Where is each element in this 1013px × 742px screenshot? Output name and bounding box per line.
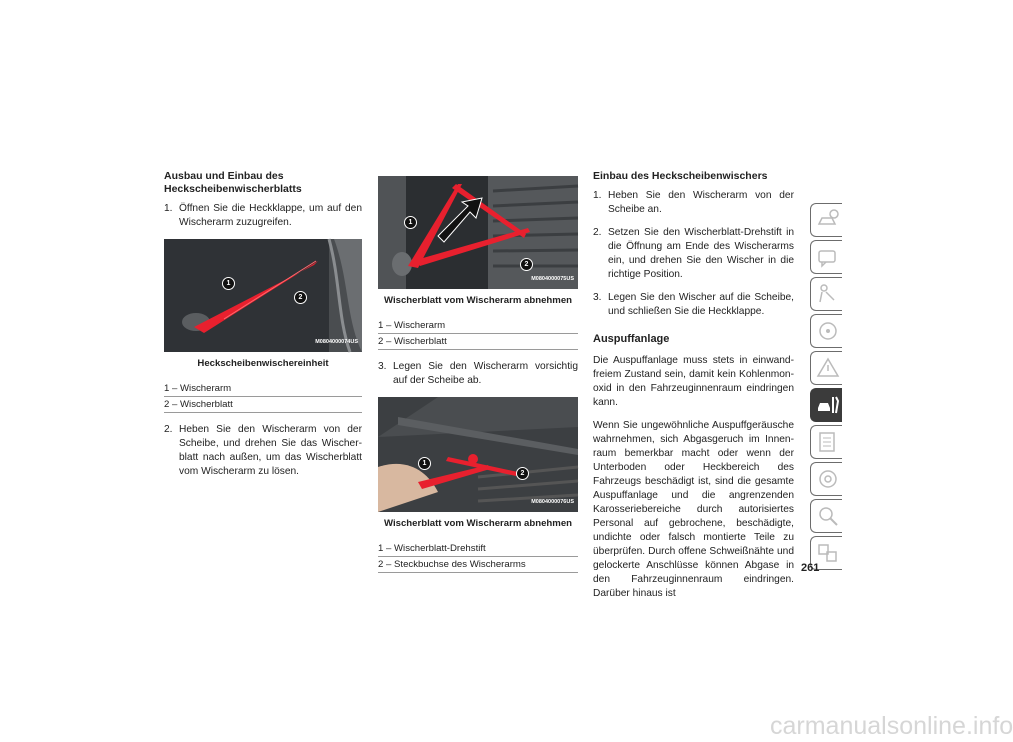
paragraph: Die Auspuffanlage muss stets in einwandfreiem Zustand sein, damit kein Kohlenmonoxid in den Fahrzeuginnenraum eindringen kann. [593, 355, 794, 408]
figure-caption: Wischerblatt vom Wischerarm abnehmen [383, 295, 573, 306]
tab-specs[interactable] [810, 425, 842, 459]
language-index-icon [816, 541, 840, 565]
multimedia-icon [816, 467, 840, 491]
section-heading-install-wiper: Einbau des Heckscheibenwischers [593, 170, 768, 182]
step-1: 1. Öffnen Sie die Heckklappe, um auf den Wischerarm zuzugreifen. [164, 203, 362, 228]
legend-item: 2 – Steckbuchse des Wischerarms [378, 557, 578, 573]
tab-multimedia[interactable] [810, 462, 842, 496]
legend-item: 2 – Wischerblatt [378, 334, 578, 350]
figure-code: M0804000075US [531, 276, 574, 282]
page-number: 261 [801, 562, 820, 574]
tab-service[interactable] [810, 388, 842, 422]
figure-caption: Heckscheibenwischereinheit [197, 358, 329, 369]
callout-2: 2 [520, 258, 533, 271]
tab-index[interactable] [810, 499, 842, 533]
watermark: carmanualsonline.info [770, 712, 1013, 740]
legend-item: 1 – Wischerarm [164, 381, 362, 397]
tab-driving[interactable] [810, 314, 842, 348]
legend-3 [378, 541, 578, 573]
tab-dashboard[interactable] [810, 240, 842, 274]
install-step-2: 2. Setzen Sie den Wischerblatt-Drehstift in die Öffnung am Ende des Wischerarms ein, und drehen Sie den Wischer in die richtige Position. [593, 227, 794, 280]
figure-code: M0804000074US [315, 339, 358, 345]
legend-2 [378, 318, 578, 350]
car-service-tools-icon [816, 393, 840, 417]
paragraph: Wenn Sie ungewöhnliche Auspuffgeräusche wahrnehmen, sich Abgasgeruch im Innenraum bemerkbar macht oder wenn der Unterboden oder Heckbereich des Fahrzeugs beschädigt ist, sind die gesamte Auspuffanlage und die angrenzenden Karosseriebereiche durch autorisiertes Personal auf gebrochene, beschädigte, undichte oder falsch montierte Teile zu überprüfen. Durch offene Schweißnähte und gelockerte Anschlüsse können Abgase in den Fahrzeuginnenraum eindringen. Darüber hinaus ist [593, 420, 794, 599]
figure-rear-wiper-unit [164, 239, 362, 352]
install-step-3: 3. Legen Sie den Wischer auf die Scheibe, und schließen Sie die Heckklappe. [593, 292, 794, 317]
step-3: 3. Legen Sie den Wischerarm vorsichtig auf der Scheibe ab. [378, 361, 578, 386]
column-1 [164, 170, 362, 488]
car-info-icon [816, 208, 840, 232]
tab-safety[interactable] [810, 277, 842, 311]
install-step-1: 1. Heben Sie den Wischerarm von der Scheibe an. [593, 190, 794, 215]
legend-item: 2 – Wischerblatt [164, 397, 362, 413]
airbag-safety-icon [816, 282, 840, 306]
legend-item: 1 – Wischerblatt-Drehstift [378, 541, 578, 557]
callout-2: 2 [294, 291, 307, 304]
step-2: 2. Heben Sie den Wischerarm von der Scheibe, und drehen Sie das Wischerblatt nach außen, um das Wischerblatt vom Wischerarm zu lösen. [164, 424, 362, 477]
tab-car-info[interactable] [810, 203, 842, 237]
figure-remove-blade-1 [378, 176, 578, 289]
legend-1 [164, 381, 362, 413]
callout-1: 1 [418, 457, 431, 470]
dashboard-message-icon [816, 245, 840, 269]
chapter-tabs [810, 203, 842, 573]
specs-list-icon [816, 430, 840, 454]
tab-emergency[interactable] [810, 351, 842, 385]
section-heading-wiper-blade: Ausbau und Einbau des Heckscheibenwischerblatts [164, 170, 302, 195]
figure-caption: Wischerblatt vom Wischerarm abnehmen [383, 518, 573, 529]
callout-1: 1 [222, 277, 235, 290]
magnifier-icon [816, 504, 840, 528]
figure-remove-blade-2 [378, 397, 578, 512]
legend-item: 1 – Wischerarm [378, 318, 578, 334]
steering-wheel-icon [816, 319, 840, 343]
section-heading-exhaust: Auspuffanlage [593, 333, 670, 345]
figure-code: M0804000076US [531, 499, 574, 505]
column-3 [593, 170, 794, 610]
callout-2: 2 [516, 467, 529, 480]
column-2 [378, 176, 578, 583]
callout-1: 1 [404, 216, 417, 229]
warning-triangle-icon [816, 356, 840, 380]
